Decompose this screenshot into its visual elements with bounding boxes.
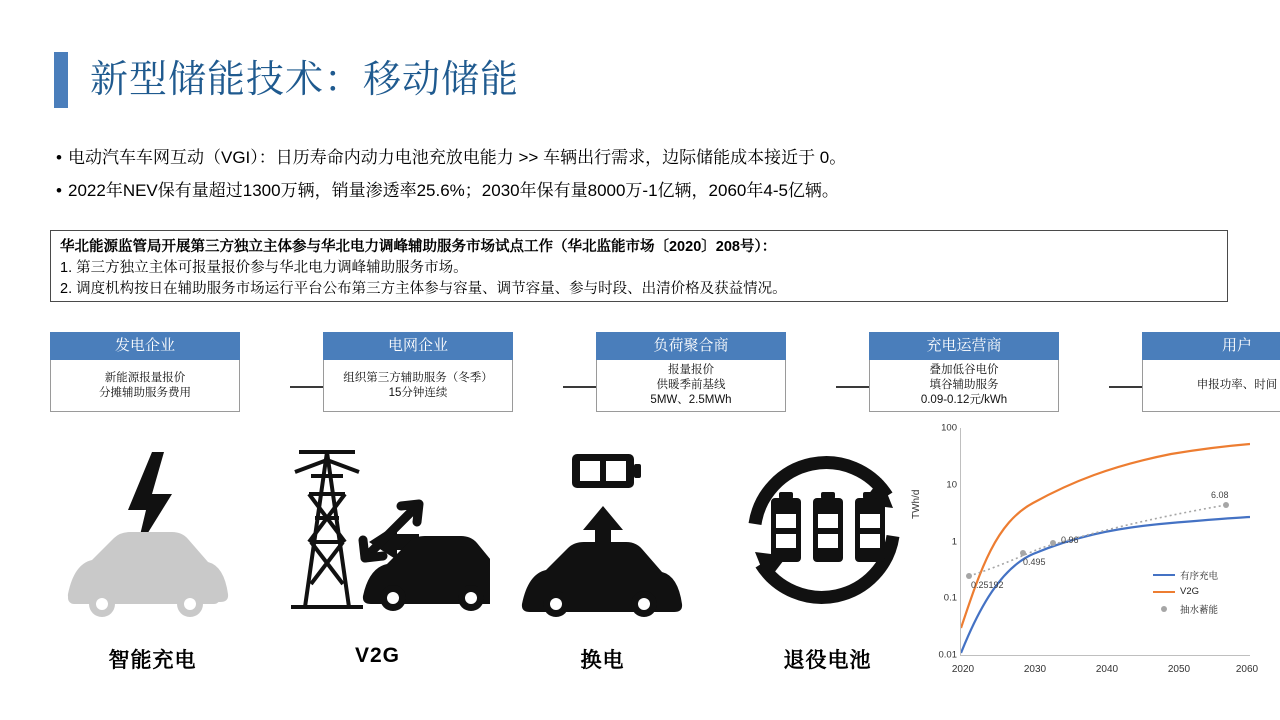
battery-swap-icon bbox=[490, 432, 715, 632]
legend-item-pumped-hydro bbox=[1153, 600, 1218, 617]
bullet-list bbox=[50, 145, 1240, 211]
icon-caption: 换电 bbox=[580, 649, 625, 672]
legend-label: V2G bbox=[1180, 586, 1200, 597]
value-chain-diagram bbox=[50, 332, 1278, 422]
flow-node-charging-operator bbox=[869, 332, 1059, 412]
flow-node-line: 组织第三方辅助服务（冬季） bbox=[343, 371, 493, 384]
chart-y-tick: 0.01 bbox=[938, 649, 957, 661]
flow-node-line: 15分钟连续 bbox=[388, 386, 448, 399]
icon-caption: V2G bbox=[354, 644, 401, 667]
smart-charging-icon bbox=[40, 432, 265, 632]
technology-icons-row bbox=[40, 432, 940, 672]
flow-node-grid bbox=[323, 332, 513, 412]
icon-caption: 退役电池 bbox=[783, 649, 872, 672]
chart-x-tick: 2050 bbox=[1167, 664, 1191, 675]
flow-connector bbox=[563, 386, 596, 388]
flow-connector bbox=[836, 386, 869, 388]
flow-node-line: 申报功率、时间 bbox=[1196, 379, 1278, 391]
data-point-label: 0.96 bbox=[1061, 535, 1079, 545]
flow-connector bbox=[290, 386, 323, 388]
legend-swatch bbox=[1153, 574, 1175, 576]
chart-legend bbox=[1153, 566, 1218, 617]
flow-node-line: 分摊辅助服务费用 bbox=[99, 386, 191, 399]
flow-node-title: 用户 bbox=[1142, 332, 1280, 360]
flow-node-title: 发电企业 bbox=[50, 332, 240, 360]
bullet-marker: • bbox=[56, 181, 62, 200]
flow-node-title: 充电运营商 bbox=[869, 332, 1059, 360]
data-point-label: 0.495 bbox=[1023, 557, 1046, 567]
chart-x-tick: 2060 bbox=[1235, 664, 1259, 675]
title-accent-bar bbox=[54, 52, 68, 108]
chart-x-tick: 2020 bbox=[951, 664, 975, 675]
legend-label: 有序充电 bbox=[1180, 570, 1219, 582]
flow-node-line: 叠加低谷电价 bbox=[929, 364, 999, 376]
flow-node-line: 供暖季前基线 bbox=[656, 379, 726, 391]
data-point-label: 6.08 bbox=[1211, 490, 1229, 500]
data-point-marker bbox=[1050, 540, 1056, 546]
flow-node-title: 负荷聚合商 bbox=[596, 332, 786, 360]
icon-cell-v2g bbox=[265, 432, 490, 667]
flow-node-line: 5MW、2.5MWh bbox=[650, 394, 732, 406]
battery-cell bbox=[771, 492, 801, 562]
page-title: 新型储能技术：移动储能 bbox=[90, 59, 520, 101]
data-point-marker bbox=[1020, 550, 1026, 556]
icon-cell-smart-charging bbox=[40, 432, 265, 672]
flow-node-line: 0.09-0.12元/kWh bbox=[920, 394, 1008, 406]
data-point-marker bbox=[1223, 502, 1229, 508]
policy-line-1: 1. 第三方独立主体可报量报价参与华北电力调峰辅助服务市场。 bbox=[60, 260, 468, 276]
icon-cell-battery-swap bbox=[490, 432, 715, 672]
flow-node-body bbox=[596, 360, 786, 412]
data-point-marker bbox=[966, 573, 972, 579]
storage-capacity-chart bbox=[905, 424, 1265, 696]
chart-y-axis-label: TWh/d bbox=[911, 489, 922, 519]
legend-swatch bbox=[1153, 591, 1175, 593]
chart-plot-area bbox=[938, 422, 1259, 675]
bullet-marker: • bbox=[56, 148, 62, 167]
flow-node-body bbox=[1142, 360, 1280, 412]
flow-node-body bbox=[869, 360, 1059, 412]
chart-x-tick: 2040 bbox=[1095, 664, 1119, 675]
battery-cell bbox=[813, 492, 843, 562]
flow-node-body bbox=[323, 360, 513, 412]
battery-cell bbox=[855, 492, 885, 562]
flow-node-line: 填谷辅助服务 bbox=[929, 379, 999, 391]
policy-line-2: 2. 调度机构按日在辅助服务市场运行平台公布第三方主体参与容量、调节容量、参与时段、出清价格及获益情况。 bbox=[60, 281, 787, 297]
flow-node-title: 电网企业 bbox=[323, 332, 513, 360]
chart-y-tick: 0.1 bbox=[943, 592, 957, 604]
chart-y-tick: 1 bbox=[951, 536, 957, 547]
chart-x-tick: 2030 bbox=[1023, 664, 1047, 675]
data-point-label: 0.25192 bbox=[971, 580, 1004, 590]
chart-y-tick: 100 bbox=[941, 422, 957, 434]
v2g-icon bbox=[265, 432, 490, 632]
legend-item-v2g bbox=[1153, 583, 1218, 600]
flow-node-aggregator bbox=[596, 332, 786, 412]
policy-callout-box bbox=[50, 230, 1228, 302]
legend-swatch bbox=[1161, 606, 1167, 612]
icon-caption: 智能充电 bbox=[108, 649, 197, 672]
list-item bbox=[50, 178, 1240, 204]
flow-node-line: 新能源报量报价 bbox=[104, 371, 186, 384]
chart-series-svg bbox=[961, 428, 1250, 655]
flow-node-line: 报量报价 bbox=[668, 364, 714, 376]
flow-node-user bbox=[1142, 332, 1280, 412]
flow-node-body bbox=[50, 360, 240, 412]
chart-y-tick: 10 bbox=[946, 479, 957, 491]
list-item bbox=[50, 145, 1240, 171]
legend-item-ordered-charging bbox=[1153, 566, 1218, 583]
bullet-text: 电动汽车车网互动（VGI）：日历寿命内动力电池充放电能力 >> 车辆出行需求，边际储能成本接近于 0。 bbox=[68, 148, 847, 167]
flow-node-generation bbox=[50, 332, 240, 412]
legend-label: 抽水蓄能 bbox=[1180, 604, 1219, 616]
bullet-text: 2022年NEV保有量超过1300万辆，销量渗透率25.6%；2030年保有量8000万-1亿辆，2060年4-5亿辆。 bbox=[68, 181, 839, 200]
flow-connector bbox=[1109, 386, 1142, 388]
policy-heading: 华北能源监管局开展第三方独立主体参与华北电力调峰辅助服务市场试点工作（华北监能市场〔2020〕208号）： bbox=[60, 239, 777, 255]
